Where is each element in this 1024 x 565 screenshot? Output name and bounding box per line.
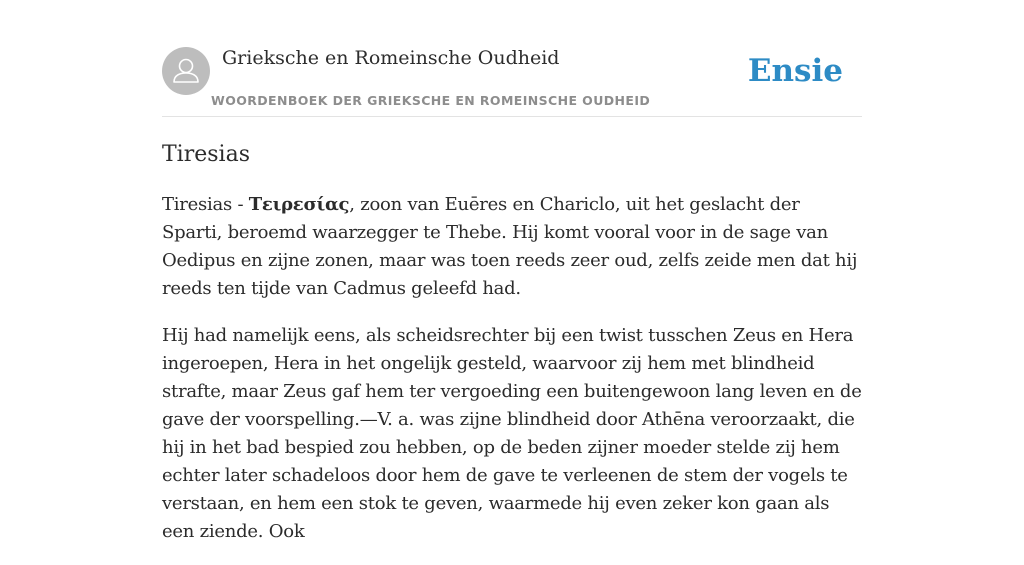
entry-paragraph-1 [162,191,862,303]
entry-title: Tiresias [162,142,250,167]
source-subtitle: WOORDENBOEK DER GRIEKSCHE EN ROMEINSCHE OUDHEID [211,93,651,108]
greek-name: Τειρεσίας [248,194,350,215]
user-silhouette-icon [162,47,210,95]
entry-paragraph-2: Hij had namelijk eens, als scheidsrechter bij een twist tusschen Zeus en Hera ingeroepen, Hera in het ongelijk gesteld, waarvoor zij hem met blindheid strafte, maar Zeus gaf hem ter vergoeding een buitengewoon lang leven en de gave der voorspelling.—V. a. was zijne blindheid door Athēna veroorzaakt, die hij in het bad bespied zou hebben, op de beden zijner moeder stelde zij hem echter later schadeloos door hem de gave te verleenen de stem der vogels te verstaan, en hem een stok te geven, waarmede hij even zeker kon gaan als een ziende. Ook [162,325,862,542]
entry-lead: Tiresias - [162,194,249,215]
source-avatar[interactable] [162,47,210,95]
source-title[interactable]: Grieksche en Romeinsche Oudheid [222,47,560,69]
brand-logo[interactable]: Ensie [747,53,843,89]
entry-paragraph-1-text: , zoon van Euēres en Chariclo, uit het geslacht der Sparti, beroemd waarzegger te Thebe. Hij komt vooral voor in de sage van Oedipus en zijne zonen, maar was toen reeds zeer oud, zelfs zeide men dat hij reeds ten tijde van Cadmus geleefd had. [162,194,858,299]
source-header [162,46,862,117]
entry-content [162,140,862,565]
